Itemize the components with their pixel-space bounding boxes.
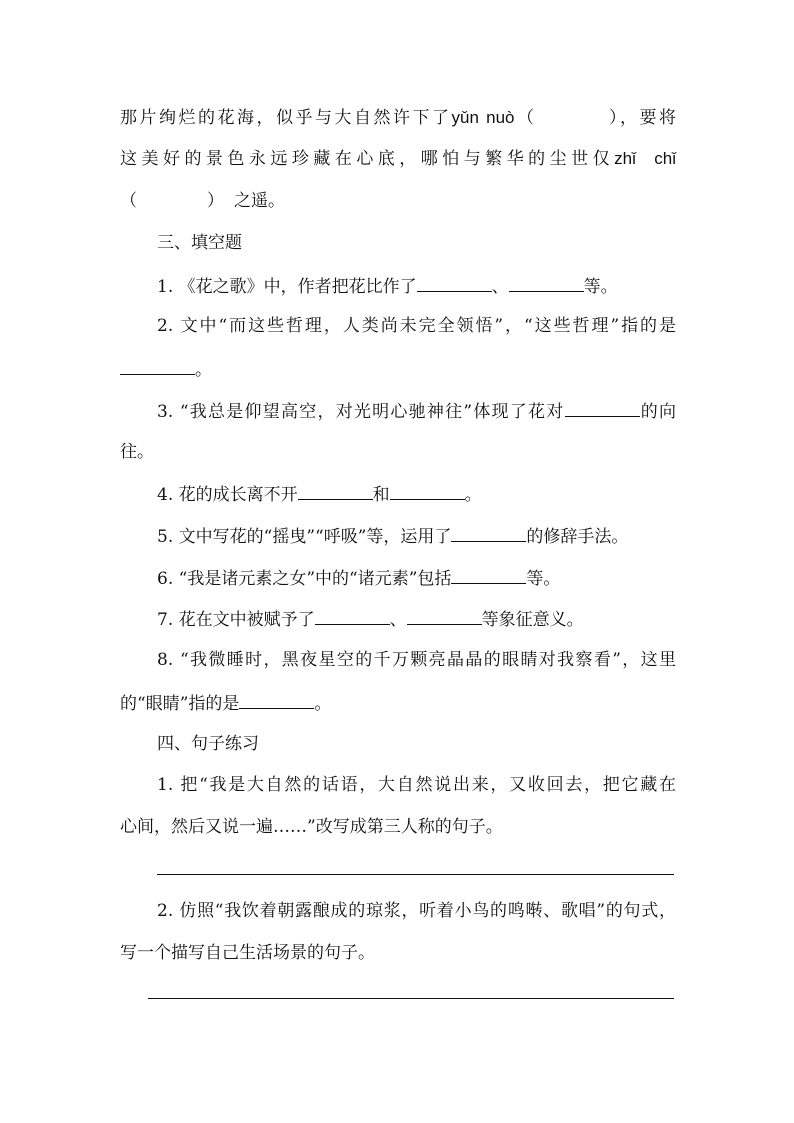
question-text: 的“眼睛”指的是 [120, 694, 240, 714]
paren-open: （ [514, 108, 537, 128]
passage-line-1 [120, 106, 676, 130]
question-3-1 [157, 273, 713, 299]
question-text: 3. “我总是仰望高空，对光明心驰神往”体现了花对 [157, 402, 565, 422]
pinyin-yun-nuo: yǔn nuò [451, 108, 515, 127]
question-text: 的向 [639, 402, 676, 422]
question-text: 等。 [583, 277, 618, 297]
paren-open: （ [120, 191, 137, 211]
question-text: 的修辞手法。 [526, 527, 629, 547]
answer-line-4-2[interactable] [148, 998, 674, 999]
answer-blank[interactable] [239, 690, 314, 709]
question-text: 、 [491, 277, 509, 297]
passage-line-3 [120, 189, 676, 213]
passage-line-2 [120, 147, 676, 171]
question-text: 2. 文中“而这些哲理，人类尚未完全领悟”，“这些哲理”指的是 [157, 316, 676, 336]
question-3-8 [157, 648, 676, 672]
passage-text: 那片绚烂的花海，似乎与大自然许下了 [120, 108, 452, 128]
section-heading-fill-blanks: 三、填空题 [157, 233, 242, 253]
paren-close: ） [207, 191, 224, 211]
paren-close: ） [606, 108, 620, 128]
answer-blank[interactable] [509, 273, 584, 292]
question-text: 。 [314, 694, 332, 714]
answer-blank[interactable] [390, 481, 465, 500]
pinyin-zhi-chi: zhǐ chǐ [614, 149, 677, 168]
answer-blank[interactable] [451, 565, 526, 584]
question-text: 、 [389, 610, 407, 630]
answer-blank[interactable] [417, 273, 492, 292]
question-text: 4. 花的成长离不开 [157, 485, 298, 505]
question-text: 7. 花在文中被赋予了 [157, 610, 315, 630]
question-text: 2. 仿照“我饮着朝露酿成的琼浆，听着小鸟的鸣啭、歌唱”的句式， [157, 901, 676, 921]
answer-blank[interactable] [120, 356, 195, 375]
question-3-2 [157, 314, 676, 338]
answer-blank[interactable] [451, 523, 526, 542]
answer-blank[interactable] [407, 606, 482, 625]
question-text: 5. 文中写花的“摇曳”“呼吸”等，运用了 [157, 527, 452, 547]
passage-text: 之遥。 [234, 191, 285, 211]
question-text: 1. 把“我是大自然的话语，大自然说出来，又收回去，把它藏在 [157, 775, 676, 795]
question-text: 等。 [526, 569, 561, 589]
question-4-1-cont: 心间，然后又说一遍……”改写成第三人称的句子。 [120, 817, 503, 837]
answer-blank[interactable] [315, 606, 390, 625]
passage-text: ，要将 [620, 108, 676, 128]
answer-blank[interactable] [298, 481, 373, 500]
question-4-2 [157, 899, 676, 923]
question-3-7 [157, 606, 713, 632]
answer-blank[interactable] [565, 398, 640, 417]
question-3-5 [157, 523, 713, 549]
question-text: 等象征意义。 [481, 610, 584, 630]
question-text: 。 [464, 485, 482, 505]
question-3-4 [157, 481, 713, 507]
question-4-1 [157, 773, 676, 797]
section-heading-sentence-practice: 四、句子练习 [157, 734, 259, 754]
question-text: 和 [372, 485, 390, 505]
passage-text: 这美好的景色永远珍藏在心底，哪怕与繁华的尘世仅 [120, 149, 615, 169]
question-3-3 [157, 398, 676, 424]
question-text: 8. “我微睡时，黑夜星空的千万颗亮晶晶的眼睛对我察看”，这里 [157, 650, 676, 670]
question-text: 6. “我是诸元素之女”中的“诸元素”包括 [157, 569, 452, 589]
question-4-2-cont: 写一个描写自己生活场景的句子。 [120, 943, 375, 963]
question-3-2-cont [120, 356, 676, 382]
question-text: 1. 《花之歌》中，作者把花比作了 [157, 277, 417, 297]
answer-line-4-1[interactable] [157, 874, 674, 875]
question-3-3-cont: 往。 [120, 442, 154, 462]
question-text: 。 [195, 360, 212, 380]
question-3-6 [157, 565, 713, 591]
question-3-8-cont [120, 690, 676, 716]
